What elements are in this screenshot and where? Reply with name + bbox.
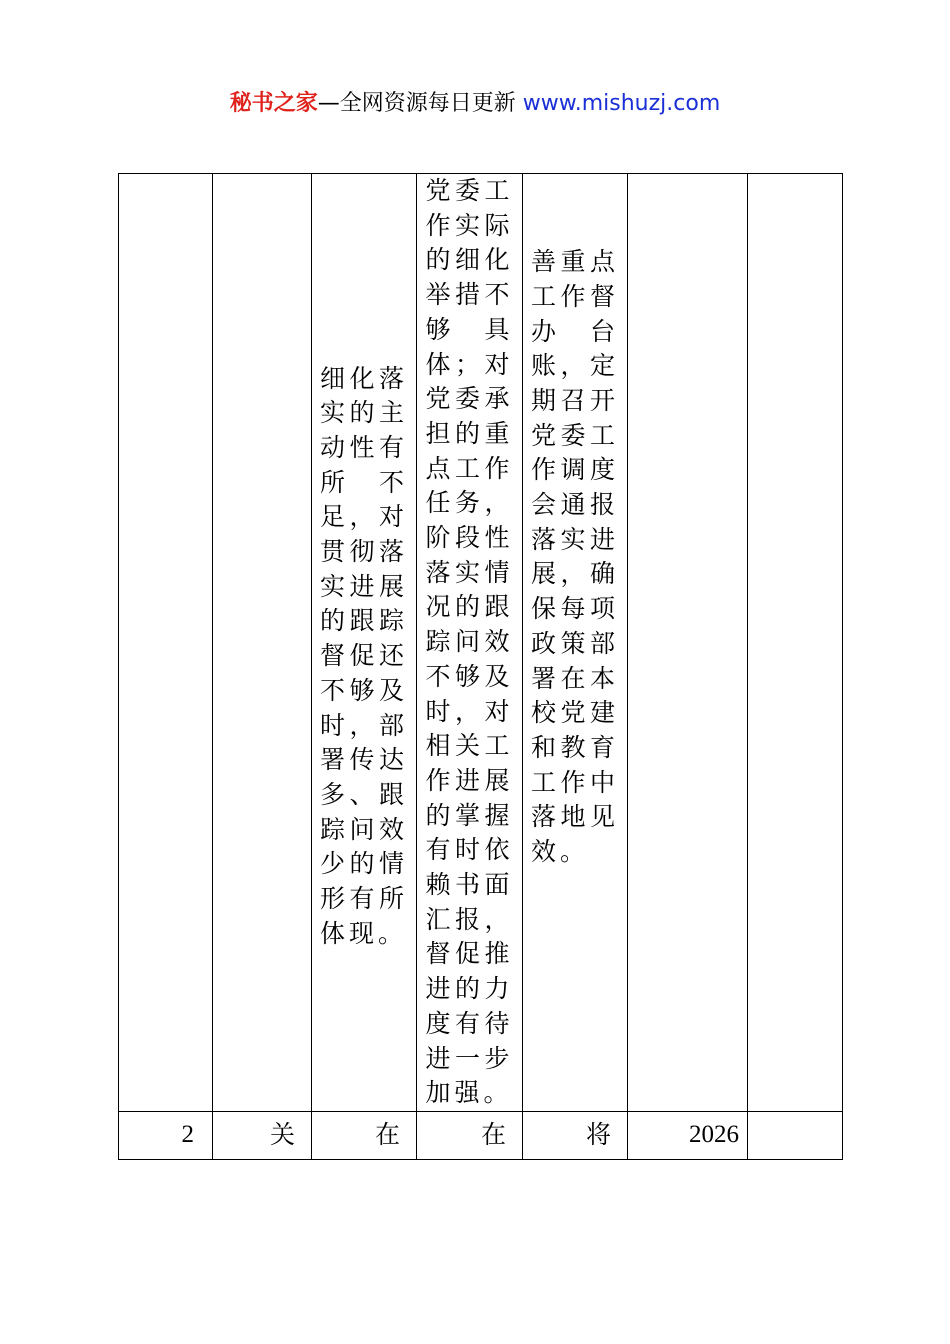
table-cell bbox=[748, 1111, 843, 1159]
header-url: www.mishuzj.com bbox=[522, 91, 721, 116]
table-cell bbox=[213, 174, 312, 1112]
row-number: 2 bbox=[119, 1111, 213, 1159]
deadline-year: 2026 bbox=[628, 1111, 748, 1159]
table-cell-problem-detail bbox=[312, 174, 417, 1112]
page-header bbox=[0, 86, 950, 122]
brand-name: 秘书之家 bbox=[229, 91, 318, 116]
problem-analysis-text: 党委工作实际的细化举措不够具体；对党委承担的重点工作任务，阶段性落实情况的跟踪问效不够及时，对相关工作进展的掌握有时依赖书面汇报，督促推进的力度有待进一步加强。 bbox=[425, 176, 514, 1108]
table-row bbox=[119, 1111, 843, 1159]
table-cell bbox=[748, 174, 843, 1112]
table-cell: 将 bbox=[523, 1111, 628, 1159]
problem-detail-text: 细化落实的主动性有所不足，对贯彻落实进展的跟踪督促还不够及时，部署传达多、跟踪问效少的情形有所体现。 bbox=[320, 363, 408, 948]
table-cell bbox=[119, 174, 213, 1112]
rectification-table bbox=[118, 173, 843, 1160]
header-slogan: —全网资源每日更新 bbox=[317, 91, 516, 116]
table-row bbox=[119, 174, 843, 1112]
table-cell: 关 bbox=[213, 1111, 312, 1159]
table-cell-problem-analysis bbox=[417, 174, 523, 1112]
measures-text: 善重点工作督办台账，定期召开党委工作调度会通报落实进展，确保每项政策部署在本校党建和教育工作中落地见效。 bbox=[531, 247, 619, 867]
table-cell bbox=[628, 174, 748, 1112]
table-cell: 在 bbox=[312, 1111, 417, 1159]
table-cell-measures bbox=[523, 174, 628, 1112]
table-cell: 在 bbox=[417, 1111, 523, 1159]
